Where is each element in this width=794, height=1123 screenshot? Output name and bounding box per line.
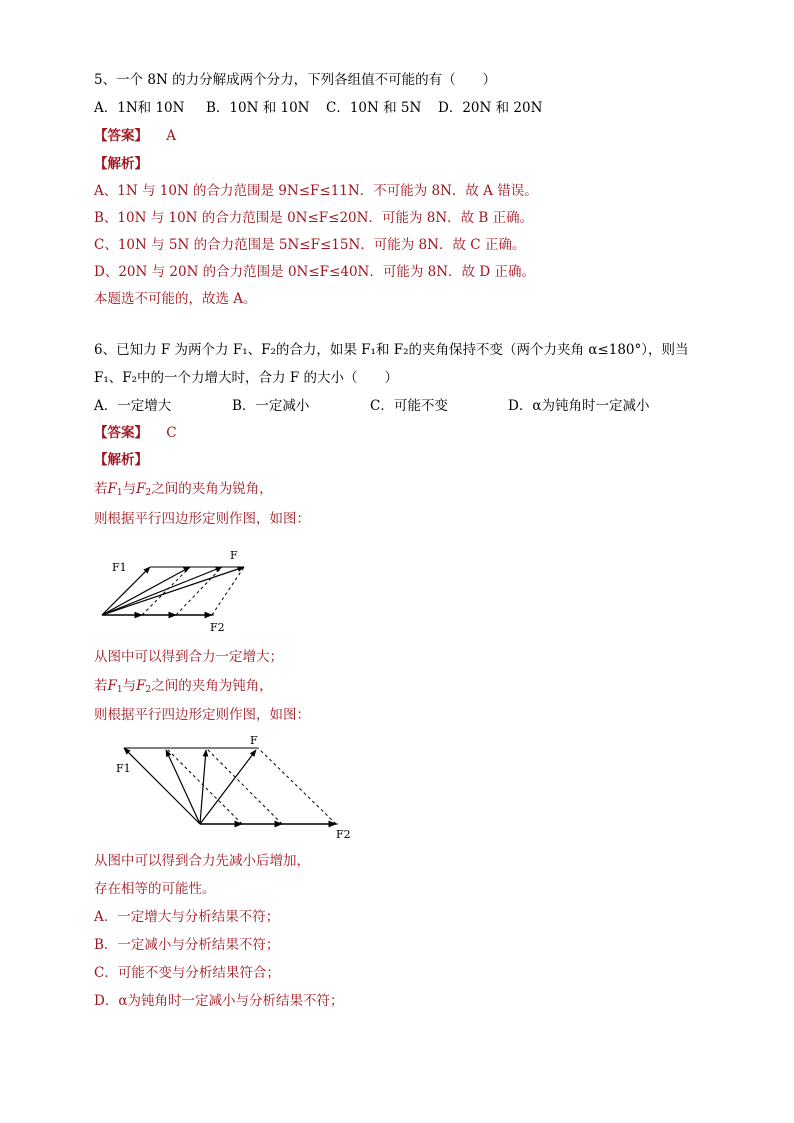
q5-option-b: B．10N 和 10N (206, 100, 310, 116)
q6-acute-condition (94, 479, 273, 503)
q5-analysis-b: B、10N 与 10N 的合力范围是 0N≤F≤20N．可能为 8N．故 B 正确。 (94, 210, 534, 226)
q6-conclusion-a: A．一定增大与分析结果不符； (94, 909, 280, 925)
resultant-1 (166, 750, 200, 824)
q5-option-c: C．10N 和 5N (326, 100, 422, 116)
q5-analysis-label (94, 154, 148, 174)
q5-analysis-conclusion: 本题选不可能的，故选 A。 (94, 291, 257, 307)
q5-analysis-c: C、10N 与 5N 的合力范围是 5N≤F≤15N．可能为 8N．故 C 正确。 (94, 237, 526, 253)
resultant-1 (102, 567, 190, 615)
acute-parallelogram-diagram (94, 545, 264, 637)
q6-stem-line1: 6、已知力 F 为两个力 F₁、F₂的合力，如果 F₁和 F₂的夹角保持不变（两个力夹角 α≤180°），则当 (94, 342, 689, 358)
resultant-2 (102, 567, 222, 615)
q6-acute-f2: F (136, 481, 146, 497)
q5-analysis-a: A、1N 与 10N 的合力范围是 9N≤F≤11N．不可能为 8N．故 A 错误。 (94, 183, 538, 199)
q5-option-a: A．1N和 10N (94, 100, 185, 116)
q6-answer: C (166, 425, 177, 441)
f1-vector (124, 748, 200, 824)
label-f: F (230, 549, 238, 562)
q5-stem: 5、一个 8N 的力分解成两个分力，下列各组值不可能的有（ ） (94, 72, 497, 88)
q6-obtuse-result-1: 从图中可以得到合力先减小后增加， (94, 853, 310, 869)
q6-stem-line2: F₁、F₂中的一个力增大时，合力 F 的大小（ ） (94, 370, 399, 386)
q6-obtuse-condition (94, 676, 273, 700)
q6-acute-result: 从图中可以得到合力一定增大； (94, 649, 283, 665)
label-f1: F1 (116, 762, 131, 775)
q6-obtuse-pre: 若 (94, 678, 108, 694)
q6-acute-method: 则根据平行四边形定则作图，如图： (94, 511, 310, 527)
label-f2: F2 (336, 828, 351, 840)
q5-answer: A (166, 128, 177, 144)
q6-option-d: D．α为钝角时一定减小 (508, 398, 650, 414)
q6-options (94, 396, 649, 416)
q6-obtuse-post: 之间的夹角为钝角， (151, 678, 273, 694)
q6-obtuse-method: 则根据平行四边形定则作图，如图： (94, 707, 310, 723)
q6-acute-f1-sub: 1 (116, 488, 123, 498)
q6-option-b: B．一定减小 (232, 398, 310, 414)
q6-acute-f2-sub: 2 (145, 488, 152, 498)
obtuse-parallelogram-diagram (110, 732, 360, 840)
q6-obtuse-mid: 与 (122, 678, 137, 694)
q6-option-c: C．可能不变 (370, 398, 448, 414)
q6-conclusion-c: C．可能不变与分析结果符合； (94, 965, 280, 981)
q5-answer-row (94, 126, 176, 146)
q5-answer-label: 【答案】 (94, 128, 148, 144)
q6-analysis-tag: 【解析】 (94, 452, 148, 468)
f1-vector (102, 567, 150, 615)
resultant-2 (200, 750, 206, 824)
q6-obtuse-f1-sub: 1 (116, 685, 123, 695)
q6-acute-post: 之间的夹角为锐角， (151, 481, 273, 497)
q6-conclusion-d: D．α为钝角时一定减小与分析结果不符； (94, 993, 344, 1009)
resultant-f (200, 750, 256, 824)
q5-analysis-d: D、20N 与 20N 的合力范围是 0N≤F≤40N．可能为 8N．故 D 正确。 (94, 264, 535, 280)
q6-obtuse-f2-sub: 2 (145, 685, 152, 695)
label-f: F (250, 734, 258, 747)
q6-answer-row (94, 423, 177, 443)
q6-obtuse-f2: F (136, 678, 146, 694)
q6-conclusion-b: B．一定减小与分析结果不符； (94, 937, 280, 953)
q6-acute-mid: 与 (122, 481, 137, 497)
label-f1: F1 (112, 561, 127, 574)
resultant-f (102, 567, 244, 615)
q5-analysis-tag: 【解析】 (94, 156, 148, 172)
q5-option-d: D．20N 和 20N (438, 100, 543, 116)
q6-answer-label: 【答案】 (94, 425, 148, 441)
q6-acute-pre: 若 (94, 481, 108, 497)
q6-obtuse-result-2: 存在相等的可能性。 (94, 881, 216, 897)
q6-analysis-label (94, 450, 148, 470)
label-f2: F2 (210, 621, 225, 634)
q6-acute-f1: F (107, 481, 117, 497)
q5-options (94, 98, 542, 118)
q6-obtuse-f1: F (107, 678, 117, 694)
q6-option-a: A．一定增大 (94, 398, 172, 414)
